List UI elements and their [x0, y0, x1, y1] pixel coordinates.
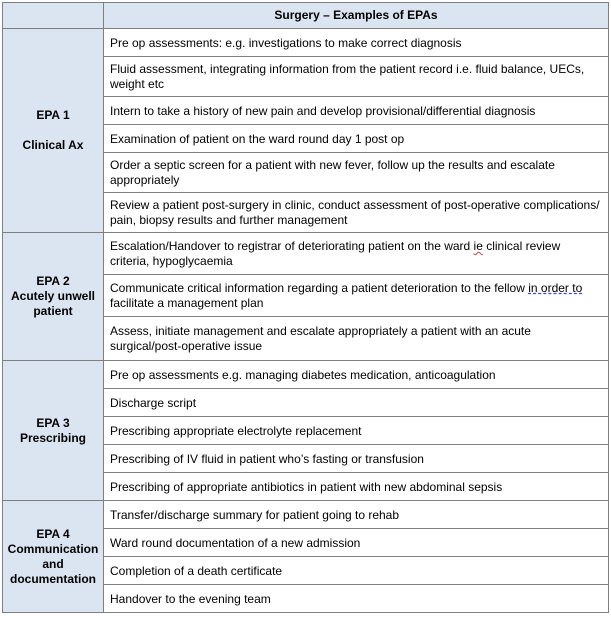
epa-3-item-3: Prescribing appropriate electrolyte replacement: [104, 417, 609, 445]
epa-1-code: EPA 1: [36, 108, 70, 122]
epa-2-name-line-1: Acutely unwell: [10, 289, 96, 303]
epa-1-item-2: Fluid assessment, integrating information from the patient record i.e. fluid balance, UECs, weight etc: [104, 57, 609, 97]
epa-4-item-4: Handover to the evening team: [104, 585, 609, 613]
epa-4-item-3: Completion of a death certificate: [104, 557, 609, 585]
epa-4-item-1: Transfer/discharge summary for patient going to rehab: [104, 501, 609, 529]
table-row: [3, 361, 609, 389]
epa-4-name-line-2: and: [42, 556, 64, 571]
epa-4-code: EPA 4: [36, 526, 70, 541]
epa-2-name-line-2: patient: [33, 304, 73, 318]
spelling-mark: ie: [473, 239, 483, 253]
table-row: [3, 501, 609, 529]
epa-3-item-4: Prescribing of IV fluid in patient who’s fasting or transfusion: [104, 445, 609, 473]
epa-table: [2, 2, 609, 613]
epa-2-item-2: Communicate critical information regarding a patient deterioration to the fellow in order to facilitate a management plan: [104, 275, 609, 317]
epa-4-name-line-1: Communication: [7, 541, 99, 556]
epa-3-item-2: Discharge script: [104, 389, 609, 417]
header-row: [3, 3, 609, 29]
epa-3-name: Prescribing: [19, 430, 87, 445]
grammar-mark: in order to: [528, 281, 583, 295]
epa-1-label-cell: [3, 29, 104, 233]
epa-4-name-line-3: documentation: [10, 571, 96, 586]
header-blank-cell: [3, 3, 104, 29]
epa-1-item-1: Pre op assessments: e.g. investigations to make correct diagnosis: [104, 29, 609, 57]
epa-2-code: EPA 2: [36, 274, 70, 288]
epa-4-label-cell: [3, 501, 104, 613]
epa-1-name: Clinical Ax: [22, 138, 84, 152]
epa-1-item-4: Examination of patient on the ward round day 1 post op: [104, 125, 609, 153]
epa-3-item-5: Prescribing of appropriate antibiotics in patient with new abdominal sepsis: [104, 473, 609, 501]
epa-2-item-1: Escalation/Handover to registrar of deteriorating patient on the ward ie clinical review criteria, hypoglycaemia: [104, 233, 609, 275]
table-title: Surgery – Examples of EPAs: [104, 3, 609, 29]
epa-1-item-3: Intern to take a history of new pain and develop provisional/differential diagnosis: [104, 97, 609, 125]
table-row: [3, 29, 609, 57]
epa-1-item-6: Review a patient post-surgery in clinic, conduct assessment of post-operative complications/ pain, biopsy results and further management: [104, 193, 609, 233]
table-row: [3, 233, 609, 275]
epa-3-item-1: Pre op assessments e.g. managing diabetes medication, anticoagulation: [104, 361, 609, 389]
epa-3-label-cell: [3, 361, 104, 501]
epa-2-item-3: Assess, initiate management and escalate appropriately a patient with an acute surgical/post-operative issue: [104, 317, 609, 361]
epa-2-label-cell: [3, 233, 104, 361]
epa-4-item-2: Ward round documentation of a new admission: [104, 529, 609, 557]
epa-3-code: EPA 3: [36, 415, 70, 430]
epa-1-item-5: Order a septic screen for a patient with new fever, follow up the results and escalate appropriately: [104, 153, 609, 193]
